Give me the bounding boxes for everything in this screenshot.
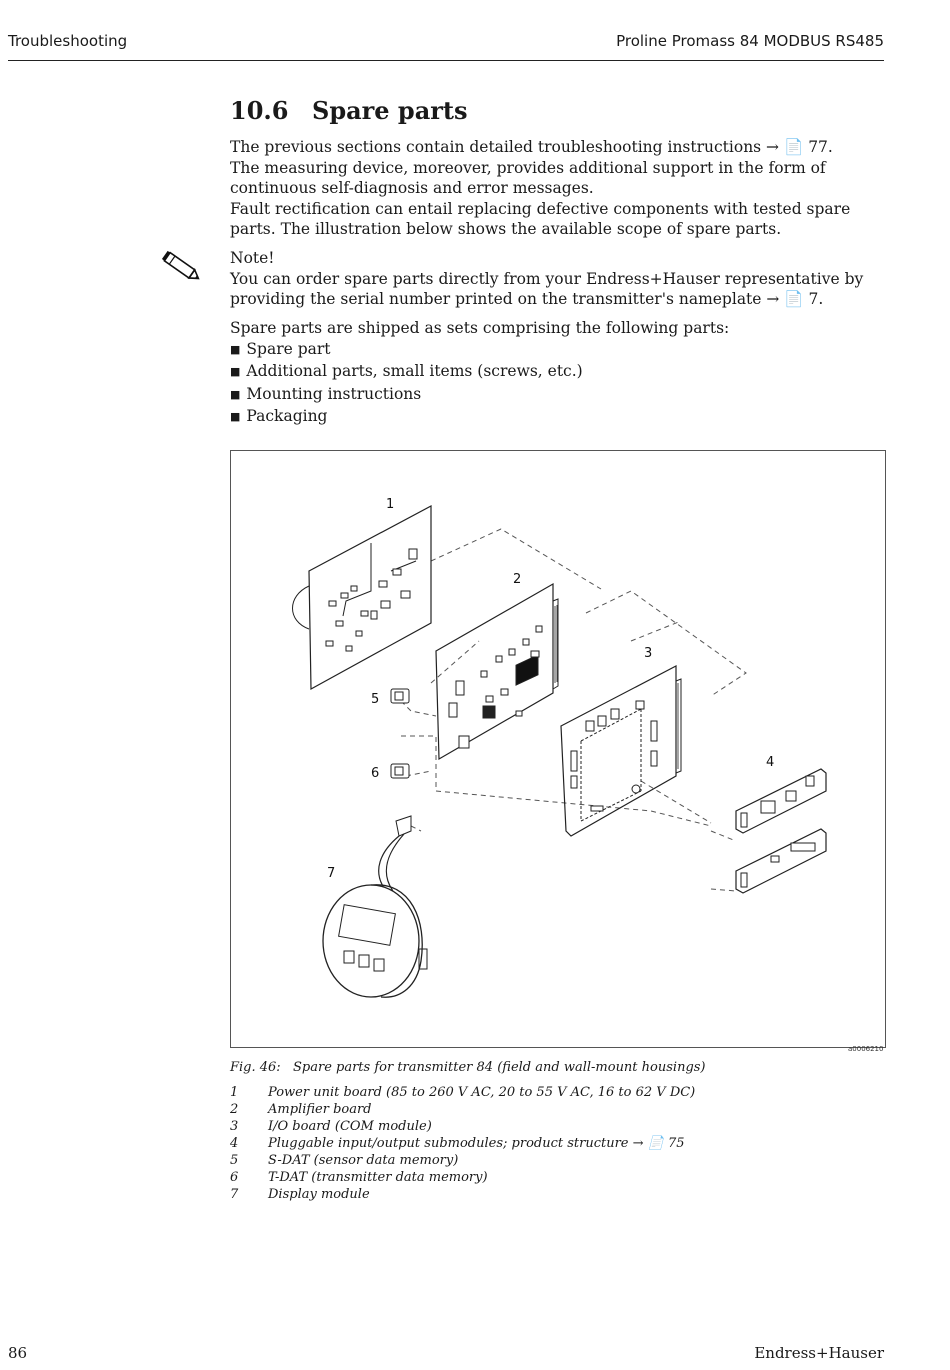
callout-7: 7 [327,866,336,881]
intro-line-3: Fault rectification can entail replacing defective components with tested spare parts. The illustration below shows the available scope of spare parts. [230,199,851,238]
intro-paragraphs [230,137,886,240]
section-heading [230,96,468,125]
legend-text: Power unit board (85 to 260 V AC, 20 to 55 V AC, 16 to 62 V DC) [268,1085,696,1100]
list-item: ■ Mounting instructions [230,384,886,407]
running-header-product: Proline Promass 84 MODBUS RS485 [616,32,884,50]
legend-text: T-DAT (transmitter data memory) [268,1170,488,1185]
legend-row [230,1135,695,1152]
callout-4: 4 [766,755,775,770]
callout-5: 5 [371,692,380,707]
callout-3: 3 [644,646,653,661]
intro-line-2: The measuring device, moreover, provides additional support in the form of continuous self-diagnosis and error messages. [230,158,826,197]
spare-sets-list [230,339,886,429]
spare-parts-figure [230,450,886,1048]
footer-brand: Endress+Hauser [754,1344,884,1362]
legend-row [230,1152,695,1169]
legend-text: Display module [268,1187,370,1202]
legend-number: 4 [230,1136,239,1151]
legend-text: Pluggable input/output submodules; product structure → 📄 75 [268,1136,685,1151]
figure-id: a0006210 [848,1045,884,1053]
note-block [230,248,886,310]
callout-2: 2 [513,572,522,587]
spare-sets-block [230,318,886,429]
callout-6: 6 [371,766,380,781]
legend-row [230,1101,695,1118]
power-unit-board [293,506,432,689]
t-dat-module [391,764,409,778]
legend-number: 1 [230,1085,239,1100]
caption-label: Fig. 46: [230,1060,281,1075]
io-submodules [736,769,826,893]
exploded-view-drawing [231,451,885,1047]
legend-number: 7 [230,1187,239,1202]
header-divider [8,60,884,61]
list-item: ■ Spare part [230,339,886,362]
section-number: 10.6 [230,96,289,125]
running-header-section: Troubleshooting [8,32,128,50]
caption-text: Spare parts for transmitter 84 (field and wall-mount housings) [293,1060,706,1075]
legend-text: Amplifier board [268,1102,372,1117]
note-text: You can order spare parts directly from your Endress+Hauser representative by providing the serial number printed on the transmitter's nameplate → 📄 7. [230,269,864,308]
legend-number: 5 [230,1153,239,1168]
legend-number: 3 [230,1119,239,1134]
legend-row [230,1186,695,1203]
legend-number: 6 [230,1170,239,1185]
io-board [561,666,681,836]
list-item: ■ Additional parts, small items (screws, etc.) [230,361,886,384]
list-item: ■ Packaging [230,406,886,429]
legend-row [230,1169,695,1186]
section-title: Spare parts [312,96,468,125]
pencil-note-icon [160,250,204,284]
note-title: Note! [230,249,275,267]
display-module [323,816,427,997]
figure-legend [230,1084,695,1203]
callout-1: 1 [386,497,395,512]
legend-text: S-DAT (sensor data memory) [268,1153,459,1168]
amplifier-board [436,584,558,759]
s-dat-module [391,689,409,703]
spare-sets-intro: Spare parts are shipped as sets comprising the following parts: [230,319,730,337]
intro-line-1: The previous sections contain detailed troubleshooting instructions → 📄 77. [230,138,833,156]
figure-caption [230,1060,706,1075]
legend-row [230,1084,695,1101]
legend-text: I/O board (COM module) [268,1119,432,1134]
legend-number: 2 [230,1102,239,1117]
page-number: 86 [8,1344,28,1362]
legend-row [230,1118,695,1135]
